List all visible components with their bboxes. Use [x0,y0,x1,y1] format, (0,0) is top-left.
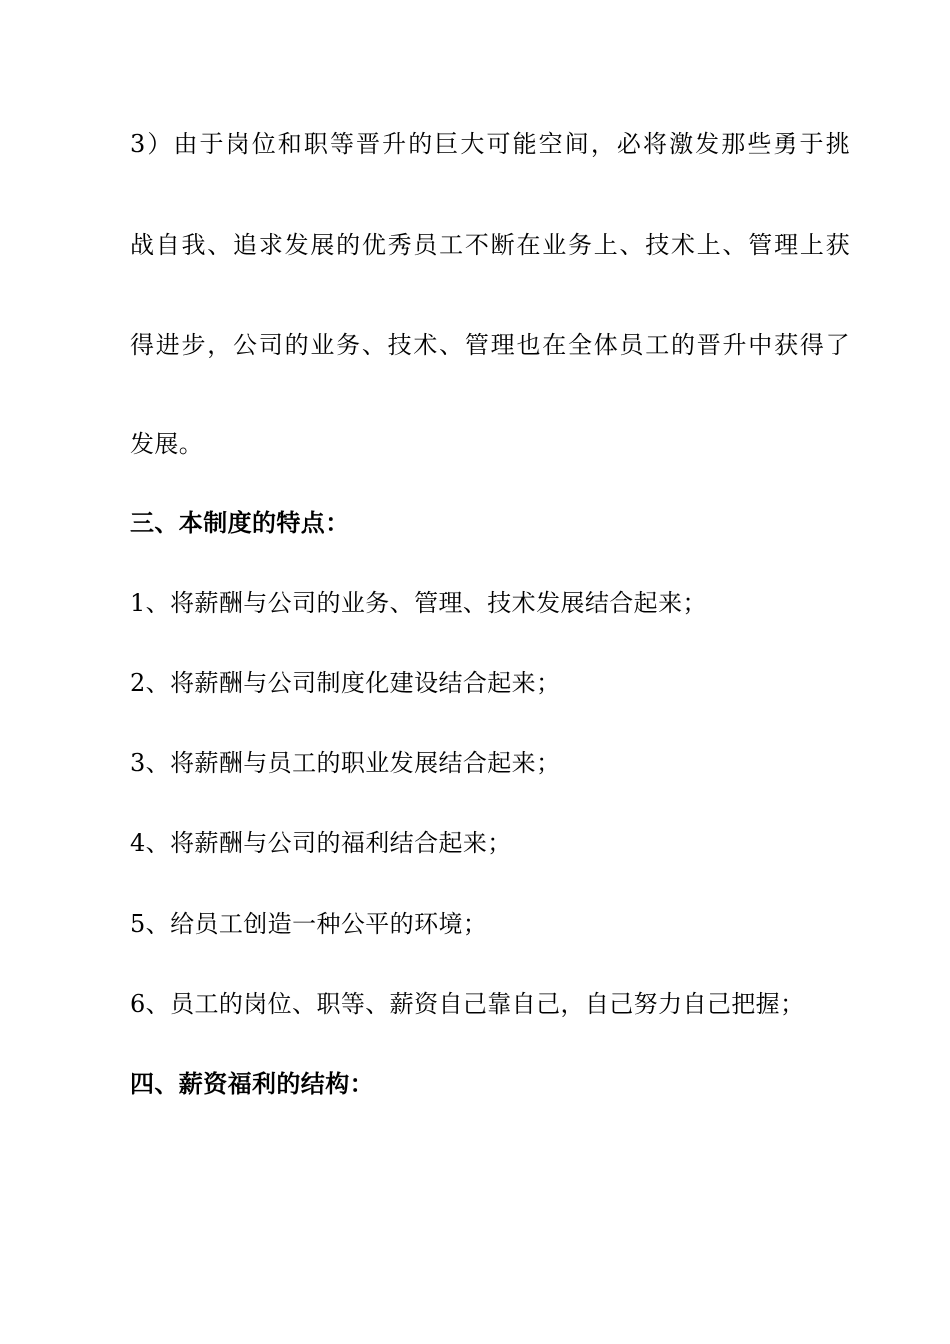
paragraph-line-2: 战自我、追求发展的优秀员工不断在业务上、技术上、管理上获 [130,231,850,259]
paragraph-line-4: 发展。 [130,430,204,458]
feature-item-4: 4、将薪酬与公司的福利结合起来； [130,829,512,857]
section-4-heading: 四、薪资福利的结构： [130,1069,374,1098]
feature-item-5: 5、给员工创造一种公平的环境； [130,910,488,938]
section-3-heading: 三、本制度的特点： [130,508,350,537]
feature-item-3: 3、将薪酬与员工的职业发展结合起来； [130,749,561,777]
feature-item-1: 1、将薪酬与公司的业务、管理、技术发展结合起来； [130,589,707,617]
feature-item-2: 2、将薪酬与公司制度化建设结合起来； [130,669,561,697]
paragraph-line-3: 得进步，公司的业务、技术、管理也在全体员工的晋升中获得了 [130,331,850,359]
paragraph-line-1: 3）由于岗位和职等晋升的巨大可能空间，必将激发那些勇于挑 [130,130,850,158]
feature-item-6: 6、员工的岗位、职等、薪资自己靠自己，自己努力自己把握； [130,990,805,1018]
